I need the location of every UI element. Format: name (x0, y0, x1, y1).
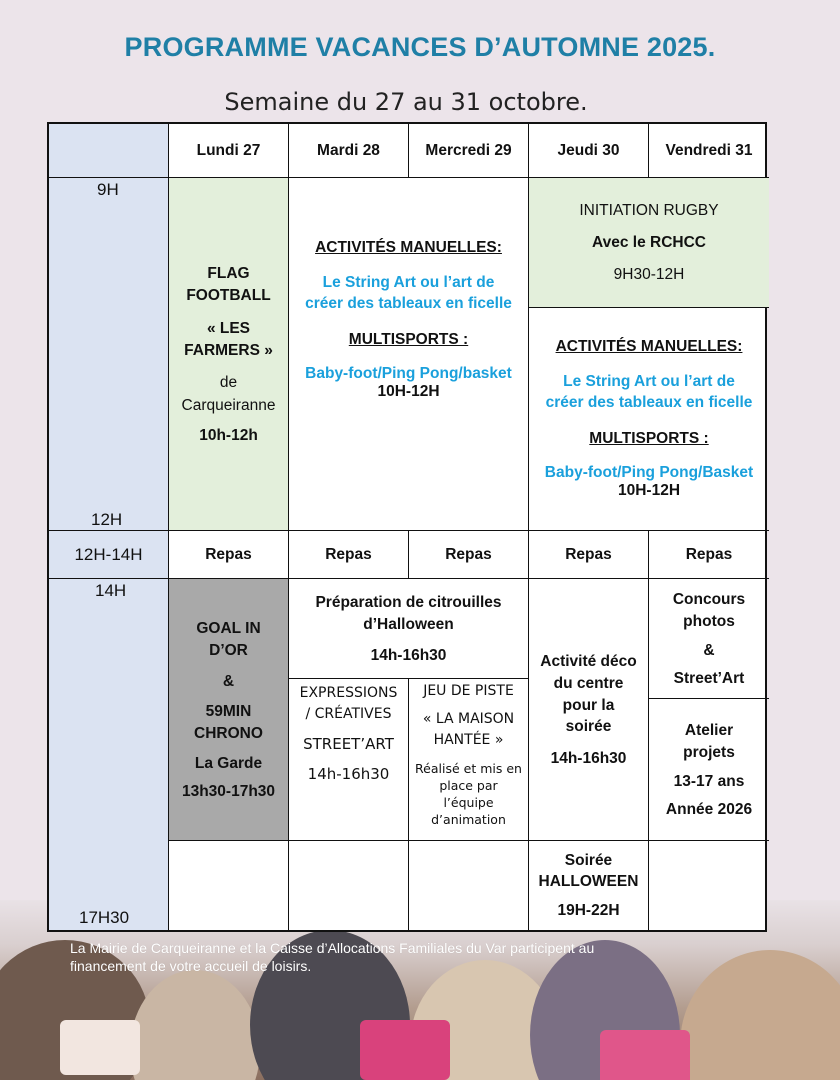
page-subtitle: Semaine du 27 au 31 octobre. (224, 88, 588, 116)
rugby-time: 9H30-12H (613, 265, 685, 283)
multisports-description: Baby-foot/Ping Pong/basket (305, 364, 512, 382)
monday-evening-empty (169, 841, 289, 930)
morning-time-cell (49, 178, 169, 531)
header-day-thursday: Jeudi 30 (529, 124, 649, 178)
schedule-table (47, 122, 767, 932)
activity-time: 14h-16h30 (307, 765, 390, 783)
thursday-halloween-party (529, 841, 649, 930)
time-17h30: 17H30 (79, 908, 130, 927)
activity-name: Préparation de citrouilles d’Halloween (315, 593, 502, 633)
lunch-friday: Repas (649, 531, 769, 579)
friday-evening-empty (649, 841, 769, 930)
tuesday-expressions-creatives (289, 679, 409, 841)
activity-category: JEU DE PISTE (423, 683, 514, 699)
header-day-friday: Vendredi 31 (649, 124, 769, 178)
string-art-description: Le String Art ou l’art de créer des tableaux en ficelle (305, 274, 512, 312)
lunch-thursday: Repas (529, 531, 649, 579)
activity-name-2: Street’Art (673, 670, 745, 688)
location: La Garde (194, 755, 263, 773)
manual-activities-heading: ACTIVITÉS MANUELLES: (555, 338, 743, 356)
activity-time: 10h-12h (199, 427, 258, 445)
friday-photo-contest (649, 579, 769, 699)
activity-time: 14h-16h30 (370, 647, 447, 665)
afternoon-time-cell (49, 579, 169, 930)
header-corner-cell (49, 124, 169, 178)
header-day-tuesday: Mardi 28 (289, 124, 409, 178)
activity-time: 10H-12H (377, 382, 440, 400)
header-day-monday: Lundi 27 (169, 124, 289, 178)
year: Année 2026 (665, 801, 753, 819)
activity-name: GOAL IN D’OR (196, 619, 261, 660)
activity-note: Réalisé et mis en place par l’équipe d’animation (415, 761, 522, 827)
time-9h: 9H (97, 180, 119, 199)
friday-projects-workshop (649, 699, 769, 841)
activity-name: « LA MAISON HANTÉE » (422, 711, 515, 748)
header-day-wednesday: Mercredi 29 (409, 124, 529, 178)
time-14h: 14H (95, 581, 127, 600)
activity-category: EXPRESSIONS / CRÉATIVES (299, 685, 398, 722)
club-name: de Carqueiranne (181, 374, 276, 414)
multisports-description: Baby-foot/Ping Pong/Basket (544, 463, 754, 481)
thu-fri-morning-activities (529, 308, 769, 531)
funding-footnote: La Mairie de Carqueiranne et la Caisse d’Allocations Familiales du Var participent au financement de votre accueil de loisirs. (70, 940, 595, 975)
lunch-wednesday: Repas (409, 531, 529, 579)
activity-name: Atelier projets (683, 721, 735, 761)
lunch-monday: Repas (169, 531, 289, 579)
ampersand: & (703, 642, 715, 660)
activity-time: 14h-16h30 (550, 749, 627, 767)
rugby-title: INITIATION RUGBY (579, 201, 719, 219)
activity-name: Soirée HALLOWEEN (538, 851, 639, 890)
manual-activities-heading: ACTIVITÉS MANUELLES: (315, 239, 502, 257)
activity-time: 19H-22H (557, 902, 620, 920)
lunch-tuesday: Repas (289, 531, 409, 579)
page-title: PROGRAMME VACANCES D’AUTOMNE 2025. (124, 32, 716, 62)
activity-name: Concours photos (672, 590, 746, 630)
lunch-time-cell: 12H-14H (49, 531, 169, 579)
activity-time: 10H-12H (617, 481, 681, 499)
activity-name: Activité déco du centre pour la soirée (540, 653, 637, 736)
halloween-pumpkin-prep (289, 579, 529, 679)
multisports-heading: MULTISPORTS : (589, 429, 709, 447)
activity-name: FLAG FOOTBALL (186, 264, 271, 305)
thu-fri-rugby-initiation (529, 178, 769, 308)
activity-name-2: 59MIN CHRONO (194, 702, 263, 742)
tuesday-evening-empty (289, 841, 409, 930)
monday-morning-flag-football (169, 178, 289, 531)
rugby-club: Avec le RCHCC (592, 233, 706, 251)
wednesday-treasure-hunt (409, 679, 529, 841)
tue-wed-morning-activities (289, 178, 529, 531)
multisports-heading: MULTISPORTS : (348, 330, 469, 348)
ampersand: & (222, 672, 235, 690)
time-12h: 12H (91, 510, 123, 529)
team-name: « LES FARMERS » (184, 319, 273, 359)
activity-name: STREET’ART (303, 735, 394, 753)
thursday-center-decoration (529, 579, 649, 841)
activity-time: 13h30-17h30 (181, 783, 276, 801)
string-art-description: Le String Art ou l’art de créer des tableaux en ficelle (545, 373, 753, 411)
wednesday-evening-empty (409, 841, 529, 930)
monday-afternoon-goal-in-dor (169, 579, 289, 841)
age-range: 13-17 ans (673, 773, 745, 791)
